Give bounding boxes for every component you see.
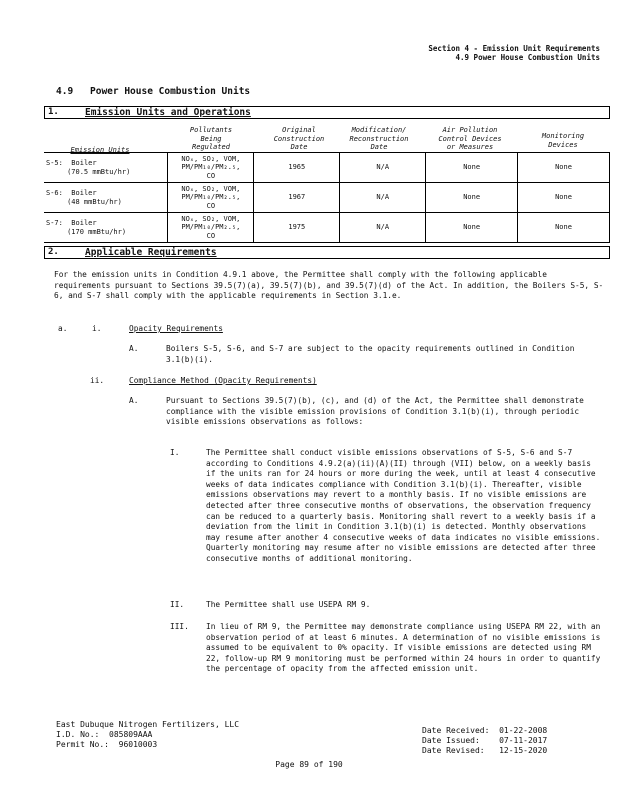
col-header-control-devices: Air Pollution Control Devices or Measures — [438, 126, 502, 151]
construction-cell: 1975 — [254, 213, 340, 243]
col-header-emission-units: Emission Units — [70, 146, 130, 154]
item-i-A-label: A. — [129, 344, 139, 353]
item-ii-label: ii. — [90, 376, 105, 385]
item-II-label: II. — [170, 600, 185, 609]
col-header-modification-date: Modification/ Reconstruction Date — [349, 126, 409, 151]
modification-cell: N/A — [340, 153, 426, 183]
intro-paragraph: For the emission units in Condition 4.9.1 above, the Permittee shall comply with the following applicable requirements pursuant to Sections 39.5(7)(a), 39.5(7)(b), and 39.5(7)(d) of the Act. In addition, the Boilers S-5, S-6, and S-7 shall comply with the applicable requirements in Section 3.1.e. — [54, 270, 604, 301]
item-I-label: I. — [170, 448, 180, 457]
control-cell: None — [426, 153, 518, 183]
opacity-requirements-heading: Opacity Requirements — [129, 324, 223, 333]
section-title: Power House Combustion Units — [90, 86, 251, 97]
unit-cell: S-6: Boiler (48 mmBtu/hr) — [44, 183, 168, 213]
unit-cell: S-5: Boiler (70.5 mmBtu/hr) — [44, 153, 168, 183]
section-number: 4.9 — [56, 86, 74, 97]
table-row — [44, 183, 610, 213]
control-cell: None — [426, 183, 518, 213]
part2-heading-bar — [44, 246, 610, 259]
construction-cell: 1967 — [254, 183, 340, 213]
running-header — [428, 44, 600, 62]
date-revised: Date Revised: 12-15-2020 — [422, 746, 548, 755]
pollutants-cell: NOₓ, SO₂, VOM, PM/PM₁₀/PM₂.₅, CO — [168, 213, 254, 243]
footer-left — [56, 720, 239, 750]
compliance-method-heading: Compliance Method (Opacity Requirements) — [129, 376, 317, 385]
company-name: East Dubuque Nitrogen Fertilizers, LLC — [56, 720, 240, 729]
header-line-1: Section 4 - Emission Unit Requirements — [428, 44, 600, 53]
header-line-2: 4.9 Power House Combustion Units — [455, 53, 600, 62]
modification-cell: N/A — [340, 183, 426, 213]
col-header-construction-date: Original Construction Date — [273, 126, 325, 151]
col-header-monitoring-devices: Monitoring Devices — [541, 132, 585, 149]
permit-number: Permit No.: 96010003 — [56, 740, 158, 749]
page-number: Page 89 of 190 — [275, 760, 343, 769]
part1-heading-bar — [44, 106, 610, 119]
item-ii-A-text: Pursuant to Sections 39.5(7)(b), (c), and (d) of the Act, the Permittee shall demonstrate compliance with the visible emission provisions of Condition 3.1(b)(i), through periodic visible emissions observations as follows: — [166, 396, 584, 427]
monitoring-cell: None — [518, 183, 610, 213]
date-received: Date Received: 01-22-2008 — [422, 726, 548, 735]
item-III-label: III. — [170, 622, 189, 631]
item-I-text: The Permittee shall conduct visible emissions observations of S-5, S-6 and S-7 according to Conditions 4.9.2(a)(ii)(A)(II) through (VII) below, on a weekly basis if the units ran for 24 hours or more during the week, until at least 4 consecutive weeks of data indicates compliance with Condition 3.1(b)(i). Thereafter, visible emissions observations may revert to a monthly basis. If no visible emissions are detected after three consecutive months of observations, the observation frequency can be reduced to a quarterly basis. Monitoring shall revert to a weekly basis if a deviation from the limit in Condition 3.1(b)(i) is detected. Monthly observations may resume after another 4 consecutive weeks of data indicates no visible emissions. Quarterly monitoring may resume after no visible emissions are detected after three consecutive months of additional monitoring. — [206, 448, 601, 563]
table-row — [44, 213, 610, 243]
modification-cell: N/A — [340, 213, 426, 243]
col-header-pollutants: Pollutants Being Regulated — [189, 126, 233, 151]
monitoring-cell: None — [518, 213, 610, 243]
item-i-label: i. — [92, 324, 102, 333]
table-row — [44, 153, 610, 183]
control-cell: None — [426, 213, 518, 243]
footer-right — [422, 726, 547, 756]
part2-title: Applicable Requirements — [85, 247, 217, 258]
part1-title: Emission Units and Operations — [85, 107, 251, 118]
part2-number: 2. — [48, 247, 59, 257]
item-i-A-text: Boilers S-5, S-6, and S-7 are subject to the opacity requirements outlined in Condition 3.1(b)(i). — [166, 344, 575, 364]
monitoring-cell: None — [518, 153, 610, 183]
item-II-text: The Permittee shall use USEPA RM 9. — [206, 600, 371, 609]
pollutants-cell: NOₓ, SO₂, VOM, PM/PM₁₀/PM₂.₅, CO — [168, 153, 254, 183]
unit-cell: S-7: Boiler (170 mmBtu/hr) — [44, 213, 168, 243]
item-III-text: In lieu of RM 9, the Permittee may demonstrate compliance using USEPA RM 22, with an observation period of at least 6 minutes. A determination of no visible emissions is assumed to be equivalent to 0% opacity. If visible emissions are detected using RM 22, follow-up RM 9 monitoring must be performed within 24 hours in order to quantify the percentage of opacity from the affected emission unit. — [206, 622, 601, 674]
facility-id: I.D. No.: 085809AAA — [56, 730, 153, 739]
item-ii-A-label: A. — [129, 396, 139, 405]
part1-number: 1. — [48, 107, 59, 117]
date-issued: Date Issued: 07-11-2017 — [422, 736, 548, 745]
emission-units-table — [44, 152, 610, 243]
construction-cell: 1965 — [254, 153, 340, 183]
item-a-label: a. — [58, 324, 68, 333]
pollutants-cell: NOₓ, SO₂, VOM, PM/PM₁₀/PM₂.₅, CO — [168, 183, 254, 213]
